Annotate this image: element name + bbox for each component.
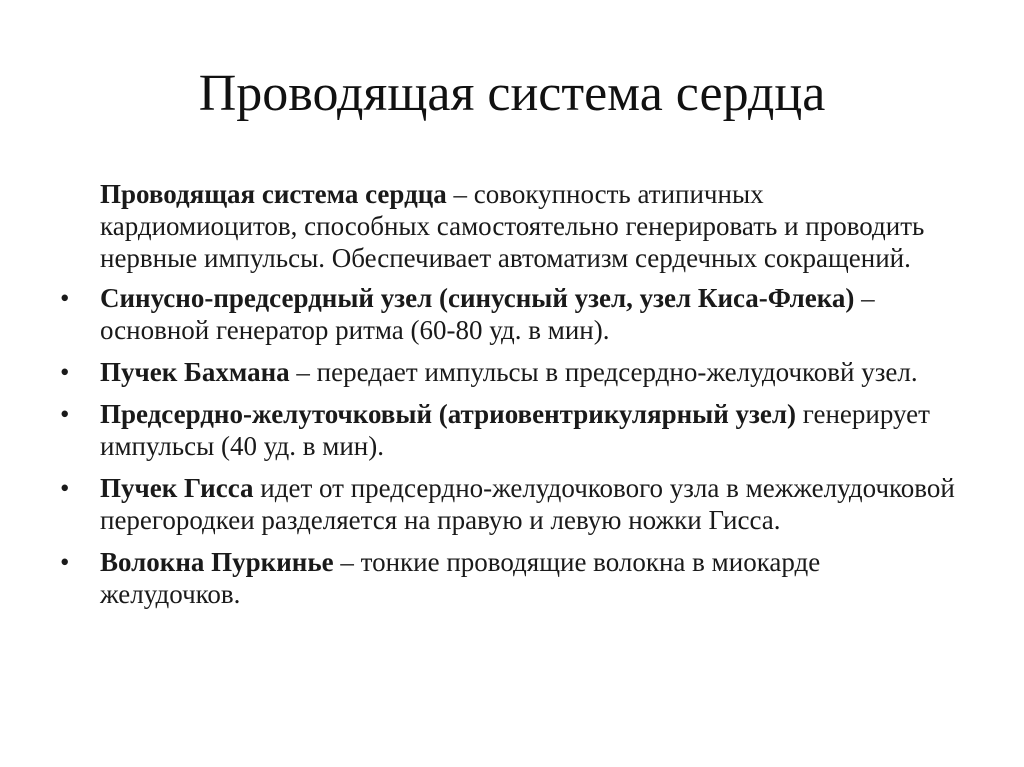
- bullet-icon: •: [60, 547, 70, 577]
- list-item-his-bundle: [60, 472, 960, 536]
- item-text: – основной генератор ритма (60-80 уд. в мин).: [100, 283, 875, 345]
- bullet-icon: •: [60, 473, 70, 503]
- item-text: – передает импульсы в предсердно-желудочковй узел.: [289, 357, 918, 387]
- item-term: Синусно-предсердный узел (синусный узел, узел Киса-Флека): [100, 283, 855, 313]
- item-text: – тонкие проводящие волокна в миокарде желудочков.: [100, 547, 821, 609]
- bullet-icon: •: [60, 283, 70, 313]
- slide-title: Проводящая система сердца: [198, 65, 826, 122]
- intro-text: – совокупность атипичных кардиомиоцитов, способных самостоятельно генерировать и проводить нервные импульсы. Обеспечивает автоматизм сердечных сокращений.: [100, 179, 925, 273]
- list-item-sinus-node: [60, 282, 960, 346]
- bullet-icon: •: [60, 399, 70, 429]
- item-text: генерирует импульсы (40 уд. в мин).: [100, 399, 930, 461]
- item-term: Предсердно-желуточковый (атриовентрикулярный узел): [100, 399, 797, 429]
- item-text: идет от предсердно-желудочкового узла в межжелудочковой перегородкеи разделяется на правую и левую ножки Гисса.: [100, 473, 955, 535]
- list-item-purkinje-fibers: [60, 546, 960, 610]
- item-term: Пучек Бахмана: [100, 357, 290, 387]
- intro-term: Проводящая система сердца: [100, 179, 447, 209]
- intro-paragraph: [100, 178, 960, 274]
- item-term: Волокна Пуркинье: [100, 547, 334, 577]
- item-term: Пучек Гисса: [100, 473, 254, 503]
- bullet-icon: •: [60, 357, 70, 387]
- list-item-av-node: [60, 398, 960, 462]
- list-item-bachmann-bundle: [60, 356, 960, 388]
- slide-body: [60, 178, 960, 620]
